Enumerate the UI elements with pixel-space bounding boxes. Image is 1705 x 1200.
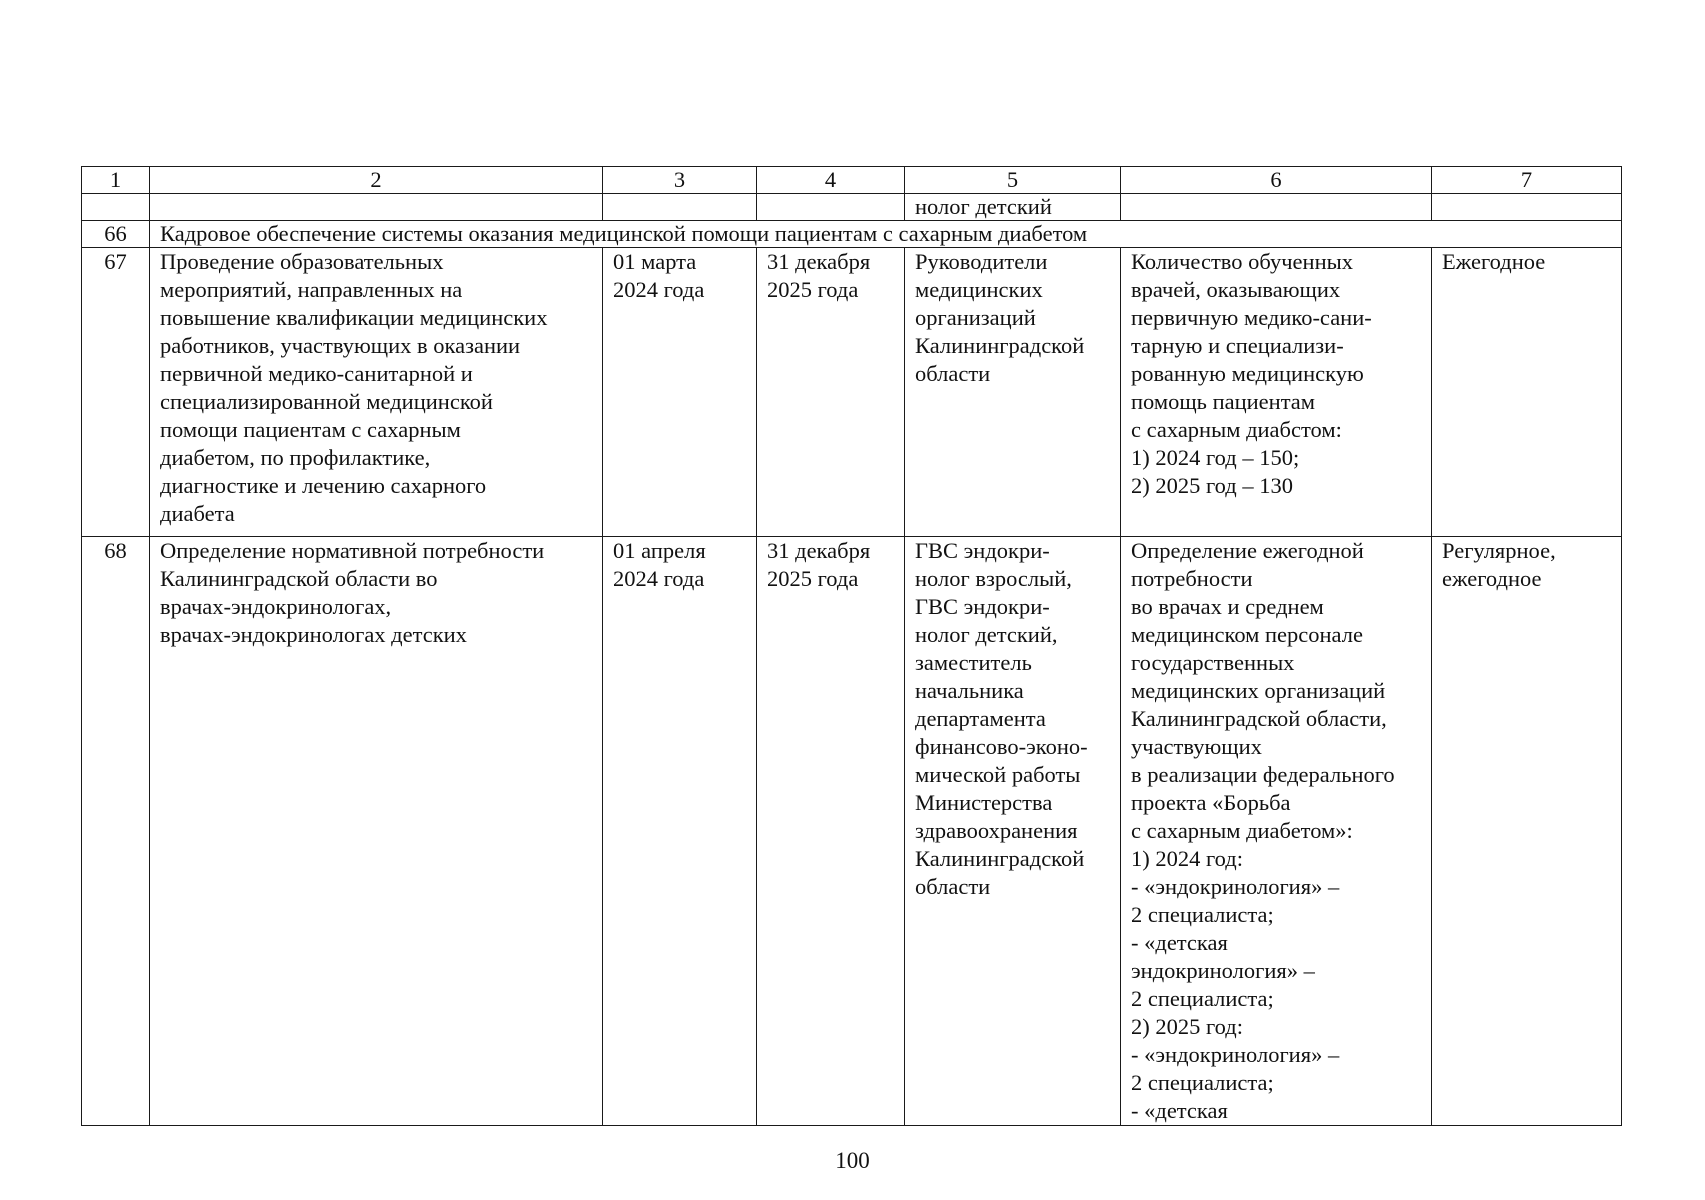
frequency-line: Ежегодное <box>1442 249 1546 274</box>
responsible-line: финансово-эконо- <box>915 734 1088 759</box>
table-row <box>82 537 1622 1126</box>
result-line: 1) 2024 год – 150; <box>1131 445 1300 470</box>
result-line: с сахарным диабстом: <box>1131 417 1342 442</box>
activity-line: диабета <box>160 501 235 526</box>
column-number: 6 <box>1121 167 1432 194</box>
row-number: 68 <box>82 537 150 1126</box>
column-number: 5 <box>905 167 1121 194</box>
responsible-line: Калининградской <box>915 846 1085 871</box>
result-line: государственных <box>1131 650 1295 675</box>
result-line: - «эндокринология» – <box>1131 1042 1340 1067</box>
activity-line: Определение нормативной потребности <box>160 538 545 563</box>
responsible-cell <box>905 248 1121 537</box>
responsible-line: Министерства <box>915 790 1053 815</box>
frequency-cell <box>1432 537 1622 1126</box>
start-date-cell <box>603 537 757 1126</box>
result-line: 2) 2025 год – 130 <box>1131 473 1293 498</box>
result-line: Калининградской области, <box>1131 706 1387 731</box>
result-line: потребности <box>1131 566 1253 591</box>
activity-line: Калининградской области во <box>160 566 438 591</box>
result-line: 1) 2024 год: <box>1131 846 1243 871</box>
continuation-row <box>82 194 1622 221</box>
result-line: в реализации федерального <box>1131 762 1395 787</box>
responsible-line: организаций <box>915 305 1036 330</box>
responsible-line: области <box>915 874 991 899</box>
responsible-line: мической работы <box>915 762 1081 787</box>
column-number: 1 <box>82 167 150 194</box>
start-date-cell <box>603 248 757 537</box>
column-number: 7 <box>1432 167 1622 194</box>
end-date-line: 2025 года <box>767 566 859 591</box>
result-line: с сахарным диабетом»: <box>1131 818 1353 843</box>
result-line: тарную и специализи- <box>1131 333 1344 358</box>
activity-line: работников, участвующих в оказании <box>160 333 521 358</box>
result-line: помощь пациентам <box>1131 389 1316 414</box>
start-date-line: 01 апреля <box>613 538 706 563</box>
activity-line: диагностике и лечению сахарного <box>160 473 487 498</box>
result-line: проекта «Борьба <box>1131 790 1291 815</box>
responsible-line: начальника <box>915 678 1024 703</box>
responsible-line: департамента <box>915 706 1046 731</box>
start-date-line: 01 марта <box>613 249 697 274</box>
result-line: участвующих <box>1131 734 1262 759</box>
activity-line: помощи пациентам с сахарным <box>160 417 461 442</box>
table-cell <box>150 194 603 221</box>
table-row <box>82 248 1622 537</box>
end-date-line: 31 декабря <box>767 538 871 563</box>
result-line: 2) 2025 год: <box>1131 1014 1243 1039</box>
section-title: Кадровое обеспечение системы оказания медицинской помощи пациентам с сахарным диабетом <box>150 221 1622 248</box>
responsible-line: ГВС эндокри- <box>915 538 1050 563</box>
start-date-line: 2024 года <box>613 277 705 302</box>
continuation-text: нолог детский <box>905 194 1121 221</box>
activity-line: врачах-эндокринологах детских <box>160 622 467 647</box>
result-line: 2 специалиста; <box>1131 986 1274 1011</box>
result-line: - «детская <box>1131 1098 1228 1123</box>
activity-line: первичной медико-санитарной и <box>160 361 473 386</box>
result-line: - «эндокринология» – <box>1131 874 1340 899</box>
activity-line: диабетом, по профилактике, <box>160 445 431 470</box>
result-line: Количество обученных <box>1131 249 1353 274</box>
activity-cell <box>150 248 603 537</box>
row-number: 67 <box>82 248 150 537</box>
responsible-line: здравоохранения <box>915 818 1078 843</box>
activity-line: специализированной медицинской <box>160 389 493 414</box>
activity-cell <box>150 537 603 1126</box>
result-line: медицинских организаций <box>1131 678 1386 703</box>
result-cell <box>1121 248 1432 537</box>
result-line: эндокринология» – <box>1131 958 1315 983</box>
table-cell <box>1121 194 1432 221</box>
result-line: Определение ежегодной <box>1131 538 1364 563</box>
responsible-line: медицинских <box>915 277 1043 302</box>
frequency-cell <box>1432 248 1622 537</box>
activity-line: врачах-эндокринологах, <box>160 594 392 619</box>
frequency-line: ежегодное <box>1442 566 1542 591</box>
table-cell <box>82 194 150 221</box>
result-line: врачей, оказывающих <box>1131 277 1341 302</box>
responsible-line: области <box>915 361 991 386</box>
activity-line: мероприятий, направленных на <box>160 277 463 302</box>
table-cell <box>1432 194 1622 221</box>
end-date-line: 2025 года <box>767 277 859 302</box>
result-line: 2 специалиста; <box>1131 902 1274 927</box>
plan-table <box>81 166 1622 1126</box>
section-row <box>82 221 1622 248</box>
table-cell <box>603 194 757 221</box>
result-line: первичную медико-сани- <box>1131 305 1372 330</box>
row-number: 66 <box>82 221 150 248</box>
result-line: - «детская <box>1131 930 1228 955</box>
result-line: рованную медицинскую <box>1131 361 1364 386</box>
end-date-cell <box>757 248 905 537</box>
responsible-cell <box>905 537 1121 1126</box>
column-number: 4 <box>757 167 905 194</box>
column-number: 3 <box>603 167 757 194</box>
column-number: 2 <box>150 167 603 194</box>
result-cell <box>1121 537 1432 1126</box>
table-cell <box>757 194 905 221</box>
responsible-line: заместитель <box>915 650 1032 675</box>
result-line: во врачах и среднем <box>1131 594 1324 619</box>
column-number-row <box>82 167 1622 194</box>
page-number: 100 <box>835 1148 870 1173</box>
responsible-line: нолог взрослый, <box>915 566 1072 591</box>
activity-line: повышение квалификации медицинских <box>160 305 548 330</box>
responsible-line: Калининградской <box>915 333 1085 358</box>
result-line: медицинском персонале <box>1131 622 1363 647</box>
responsible-line: ГВС эндокри- <box>915 594 1050 619</box>
responsible-line: Руководители <box>915 249 1048 274</box>
end-date-line: 31 декабря <box>767 249 871 274</box>
end-date-cell <box>757 537 905 1126</box>
activity-line: Проведение образовательных <box>160 249 444 274</box>
start-date-line: 2024 года <box>613 566 705 591</box>
responsible-line: нолог детский, <box>915 622 1058 647</box>
result-line: 2 специалиста; <box>1131 1070 1274 1095</box>
frequency-line: Регулярное, <box>1442 538 1556 563</box>
